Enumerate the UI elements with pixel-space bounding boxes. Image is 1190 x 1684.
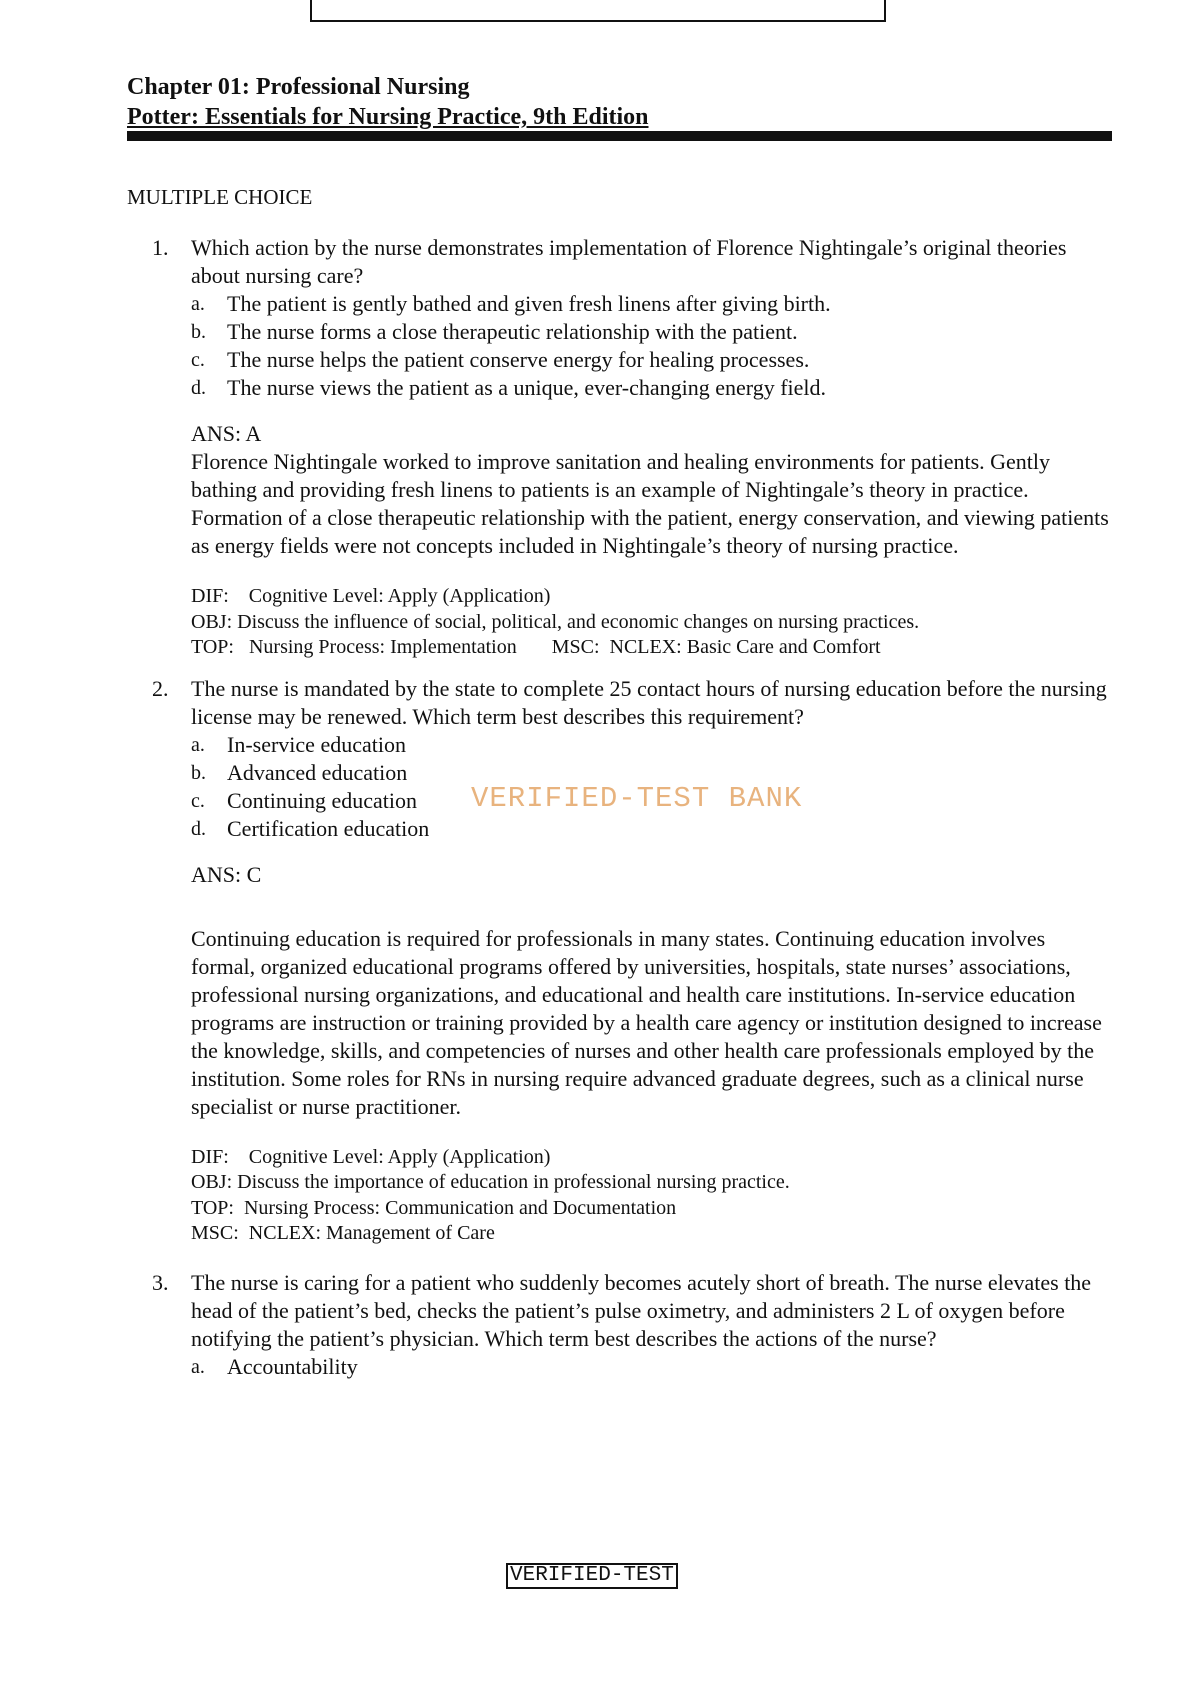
choice-letter: c. (191, 789, 205, 812)
choice-letter: a. (191, 1355, 205, 1378)
section-title: MULTIPLE CHOICE (127, 185, 313, 209)
choice-text: Accountability (227, 1353, 358, 1379)
choice-d (191, 374, 1112, 402)
choice-c (191, 346, 1112, 374)
choice-text: The nurse forms a close therapeutic relationship with the patient. (227, 319, 798, 344)
answer-key: ANS: C (191, 861, 262, 887)
footer-stamp: VERIFIED-TEST (506, 1563, 678, 1589)
rationale: Florence Nightingale worked to improve sanitation and healing environments for patients. Gently bathing and providing fresh linens to patients is an example of Nightingale’s theory in practice. Formation of a close therapeutic relationship with the patient, energy conservation, and viewing patients as energy fields were not concepts included in Nightingale’s theory of nursing practice. (191, 449, 1109, 558)
choice-text: The nurse views the patient as a unique, ever-changing energy field. (227, 375, 827, 400)
header-rule (127, 131, 1112, 141)
question-number: 3. (152, 1269, 169, 1295)
question-2 (152, 675, 1112, 1247)
question-stem: The nurse is caring for a patient who suddenly becomes acutely short of breath. The nurse elevates the head of the patient’s bed, checks the patient’s pulse oximetry, and administers 2 L of oxygen before notifying the patient’s physician. Which term best describes the actions of the nurse? (191, 1269, 1092, 1351)
choice-letter: a. (191, 293, 205, 315)
book-title: Potter: Essentials for Nursing Practice, 9th Edition (127, 104, 649, 130)
choice-text: In-service education (227, 731, 406, 757)
question-stem: The nurse is mandated by the state to complete 25 contact hours of nursing education before the nursing license may be renewed. Which term best describes this requirement? (191, 675, 1107, 729)
meta-obj: OBJ: Discuss the importance of education in professional nursing practice. (191, 1171, 790, 1193)
question-3 (152, 1269, 1112, 1381)
top-border-box (310, 0, 886, 22)
meta-dif: DIF: Cognitive Level: Apply (Application) (191, 1145, 551, 1168)
question-metadata (191, 584, 1112, 661)
choice-a (191, 1353, 1112, 1381)
choice-list (191, 290, 1112, 402)
question-number: 2. (152, 675, 169, 701)
choice-text: The nurse helps the patient conserve energy for healing processes. (227, 347, 810, 372)
meta-obj: OBJ: Discuss the influence of social, political, and economic changes on nursing practices. (191, 610, 920, 633)
choice-letter: d. (191, 377, 206, 399)
choice-letter: b. (191, 761, 206, 784)
page-header (127, 72, 1112, 132)
choice-list (191, 1353, 1112, 1381)
choice-letter: a. (191, 733, 205, 756)
choice-letter: c. (191, 349, 205, 371)
chapter-title: Chapter 01: Professional Nursing (127, 74, 470, 100)
meta-top: TOP: Nursing Process: Communication and Documentation (191, 1196, 677, 1219)
question-number: 1. (152, 235, 169, 260)
meta-dif: DIF: Cognitive Level: Apply (Application) (191, 585, 551, 607)
choice-d (191, 815, 1112, 843)
meta-msc: MSC: NCLEX: Management of Care (191, 1222, 495, 1244)
choice-a (191, 290, 1112, 318)
answer-key: ANS: A (191, 421, 262, 446)
rationale: Continuing education is required for professionals in many states. Continuing education involves formal, organized educational programs offered by universities, hospitals, state nurses’ associations, professional nursing organizations, and educational and health care institutions. In-service education programs are instruction or training provided by a health care agency or institution designed to increase the knowledge, skills, and competencies of nurses and other health care professionals employed by the institution. Some roles for RNs in nursing require advanced graduate degrees, such as a clinical nurse specialist or nurse practitioner. (191, 925, 1102, 1119)
spacer (191, 889, 1112, 925)
choice-letter: d. (191, 817, 206, 840)
question-1 (152, 234, 1112, 661)
choice-b (191, 318, 1112, 346)
choice-letter: b. (191, 321, 206, 343)
choice-text: Continuing education (227, 787, 418, 813)
watermark-text: VERIFIED-TEST BANK (471, 782, 803, 815)
question-stem: Which action by the nurse demonstrates implementation of Florence Nightingale’s original theories about nursing care? (191, 235, 1067, 288)
choice-text: The patient is gently bathed and given fresh linens after giving birth. (227, 291, 831, 316)
meta-top-msc: TOP: Nursing Process: Implementation MSC: NCLEX: Basic Care and Comfort (191, 636, 881, 658)
choice-text: Certification education (227, 815, 430, 841)
choice-text: Advanced education (227, 759, 408, 785)
choice-a (191, 731, 1112, 759)
question-metadata (191, 1145, 1112, 1247)
